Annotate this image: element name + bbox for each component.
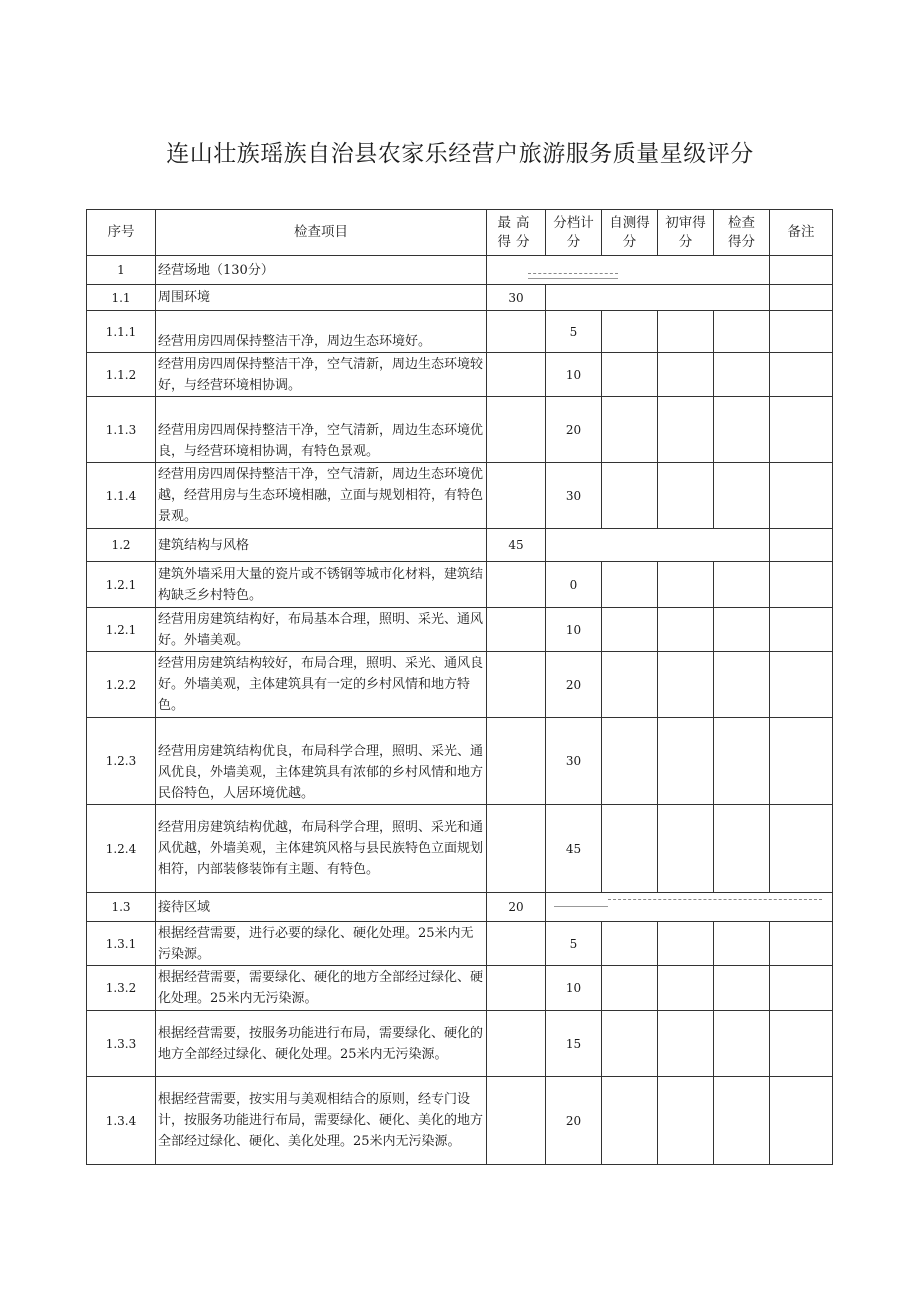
row-tier-score: 0 (546, 562, 602, 608)
row-prelim-score (658, 718, 714, 805)
row-check-score (714, 652, 770, 718)
header-check-score (714, 210, 770, 256)
row-check-score (714, 608, 770, 652)
header-item: 检查项目 (156, 210, 487, 256)
row-seq: 1.2.4 (87, 805, 156, 893)
row-remark (770, 562, 833, 608)
row-max-score (487, 1077, 546, 1165)
page-title: 连山壮族瑶族自治县农家乐经营户旅游服务质量星级评分 (166, 141, 754, 168)
row-check-score (714, 463, 770, 529)
header-tier-line2: 分 (566, 233, 581, 250)
row-seq: 1.3.2 (87, 966, 156, 1011)
row-tier-score: 5 (546, 311, 602, 353)
table-row (87, 1011, 833, 1077)
header-tier-line1: 分档计 (553, 214, 594, 231)
row-item: 接待区域 (156, 893, 487, 922)
row-remark (770, 353, 833, 397)
row-remark (770, 1077, 833, 1165)
row-max-score (487, 805, 546, 893)
row-scores-merged (546, 893, 833, 922)
table-row (87, 529, 833, 562)
row-seq: 1.2 (87, 529, 156, 562)
row-tier-score: 20 (546, 1077, 602, 1165)
row-seq: 1.2.1 (87, 608, 156, 652)
row-max-score: 45 (487, 529, 546, 562)
row-self-score (602, 311, 658, 353)
row-check-score (714, 1011, 770, 1077)
row-self-score (602, 463, 658, 529)
header-max-score (487, 210, 546, 256)
row-seq: 1.1 (87, 285, 156, 311)
row-remark (770, 463, 833, 529)
row-prelim-score (658, 805, 714, 893)
row-prelim-score (658, 1011, 714, 1077)
row-max-score (487, 397, 546, 463)
table-row (87, 1077, 833, 1165)
header-prelim-score (658, 210, 714, 256)
row-item: 建筑外墙采用大量的瓷片或不锈钢等城市化材料，建筑结构缺乏乡村特色。 (156, 562, 487, 608)
header-prelim-line2: 分 (678, 233, 693, 250)
row-seq: 1.2.3 (87, 718, 156, 805)
row-prelim-score (658, 311, 714, 353)
scoring-table (86, 209, 833, 1165)
row-max-score (487, 652, 546, 718)
row-max-score (487, 718, 546, 805)
row-remark (770, 718, 833, 805)
header-max-line1: 最高 (497, 214, 535, 231)
row-max-score (487, 1011, 546, 1077)
row-max-score: 30 (487, 285, 546, 311)
row-item: 经营用房建筑结构优越，布局科学合理，照明、采光和通风优越，外墙美观，主体建筑风格与县民族特色立面规划相符，内部装修装饰有主题、有特色。 (156, 805, 487, 893)
rule-line (554, 906, 608, 907)
row-seq: 1.3.4 (87, 1077, 156, 1165)
row-item: 经营用房四周保持整洁干净，空气清新，周边生态环境较好，与经营环境相协调。 (156, 353, 487, 397)
row-item: 建筑结构与风格 (156, 529, 487, 562)
table-row (87, 285, 833, 311)
row-seq: 1.3.1 (87, 922, 156, 966)
dashed-rule (608, 899, 822, 900)
table-row (87, 256, 833, 285)
row-scores-merged (546, 285, 770, 311)
row-tier-score: 10 (546, 966, 602, 1011)
row-check-score (714, 1077, 770, 1165)
row-scores-merged (546, 529, 770, 562)
row-prelim-score (658, 922, 714, 966)
row-check-score (714, 922, 770, 966)
row-tier-score: 15 (546, 1011, 602, 1077)
row-check-score (714, 397, 770, 463)
row-max-score (487, 562, 546, 608)
table-row (87, 311, 833, 353)
row-check-score (714, 311, 770, 353)
row-seq: 1.3 (87, 893, 156, 922)
row-max-score (487, 966, 546, 1011)
row-prelim-score (658, 397, 714, 463)
row-self-score (602, 1077, 658, 1165)
header-prelim-line1: 初审得 (665, 214, 706, 231)
row-item: 根据经营需要，按服务功能进行布局，需要绿化、硬化的地方全部经过绿化、硬化处理。25米内无污染源。 (156, 1011, 487, 1077)
header-seq: 序号 (87, 210, 156, 256)
row-max-score (487, 608, 546, 652)
row-self-score (602, 966, 658, 1011)
row-check-score (714, 805, 770, 893)
row-remark (770, 805, 833, 893)
row-self-score (602, 353, 658, 397)
row-self-score (602, 608, 658, 652)
row-remark (770, 1011, 833, 1077)
row-self-score (602, 652, 658, 718)
row-prelim-score (658, 463, 714, 529)
row-item: 经营用房四周保持整洁干净，空气清新，周边生态环境优越，经营用房与生态环境相融，立面与规划相符，有特色景观。 (156, 463, 487, 529)
row-self-score (602, 718, 658, 805)
header-check-line2: 得分 (728, 233, 755, 250)
table-row (87, 718, 833, 805)
rule-line (528, 278, 618, 279)
row-tier-score: 30 (546, 718, 602, 805)
row-scores-merged (487, 256, 770, 285)
row-self-score (602, 397, 658, 463)
header-self-line1: 自测得 (609, 214, 650, 231)
row-self-score (602, 562, 658, 608)
row-self-score (602, 1011, 658, 1077)
row-item: 根据经营需要，需要绿化、硬化的地方全部经过绿化、硬化处理。25米内无污染源。 (156, 966, 487, 1011)
row-item: 经营用房建筑结构好，布局基本合理，照明、采光、通风好。外墙美观。 (156, 608, 487, 652)
row-max-score (487, 311, 546, 353)
row-item: 经营用房四周保持整洁干净，周边生态环境好。 (156, 311, 487, 353)
row-prelim-score (658, 1077, 714, 1165)
table-row (87, 893, 833, 922)
row-seq: 1 (87, 256, 156, 285)
header-max-line2: 得分 (497, 233, 535, 250)
row-item: 周围环境 (156, 285, 487, 311)
row-remark (770, 529, 833, 562)
row-seq: 1.3.3 (87, 1011, 156, 1077)
header-tier-score (546, 210, 602, 256)
table-row (87, 608, 833, 652)
row-tier-score: 20 (546, 652, 602, 718)
row-seq: 1.2.1 (87, 562, 156, 608)
row-tier-score: 10 (546, 608, 602, 652)
row-item: 经营用房四周保持整洁干净，空气清新，周边生态环境优良，与经营环境相协调，有特色景观。 (156, 397, 487, 463)
row-item: 经营用房建筑结构优良，布局科学合理，照明、采光、通风优良，外墙美观，主体建筑具有浓郁的乡村风情和地方民俗特色，人居环境优越。 (156, 718, 487, 805)
row-remark (770, 397, 833, 463)
row-remark (770, 285, 833, 311)
row-item: 经营用房建筑结构较好，布局合理，照明、采光、通风良好。外墙美观，主体建筑具有一定的乡村风情和地方特色。 (156, 652, 487, 718)
table-row (87, 463, 833, 529)
table-row (87, 397, 833, 463)
row-self-score (602, 922, 658, 966)
row-prelim-score (658, 608, 714, 652)
row-seq: 1.1.3 (87, 397, 156, 463)
row-tier-score: 45 (546, 805, 602, 893)
row-tier-score: 10 (546, 353, 602, 397)
row-seq: 1.2.2 (87, 652, 156, 718)
row-seq: 1.1.2 (87, 353, 156, 397)
table-row (87, 652, 833, 718)
row-remark (770, 922, 833, 966)
row-tier-score: 20 (546, 397, 602, 463)
row-max-score (487, 463, 546, 529)
row-check-score (714, 718, 770, 805)
row-prelim-score (658, 562, 714, 608)
row-item: 经营场地（130分） (156, 256, 487, 285)
row-check-score (714, 966, 770, 1011)
header-self-score (602, 210, 658, 256)
dashed-rule (528, 273, 618, 274)
row-seq: 1.1.4 (87, 463, 156, 529)
row-remark (770, 966, 833, 1011)
row-check-score (714, 562, 770, 608)
table-row (87, 966, 833, 1011)
header-remark: 备注 (770, 210, 833, 256)
header-check-line1: 检查 (728, 214, 755, 231)
row-tier-score: 30 (546, 463, 602, 529)
row-tier-score: 5 (546, 922, 602, 966)
header-row (87, 210, 833, 256)
row-prelim-score (658, 652, 714, 718)
row-seq: 1.1.1 (87, 311, 156, 353)
row-prelim-score (658, 353, 714, 397)
row-max-score (487, 922, 546, 966)
row-item: 根据经营需要，按实用与美观相结合的原则，经专门设计，按服务功能进行布局，需要绿化、硬化、美化的地方全部经过绿化、硬化、美化处理。25米内无污染源。 (156, 1077, 487, 1165)
table-row (87, 562, 833, 608)
row-remark (770, 652, 833, 718)
table-row (87, 922, 833, 966)
header-self-line2: 分 (622, 233, 637, 250)
row-prelim-score (658, 966, 714, 1011)
row-remark (770, 608, 833, 652)
row-max-score (487, 353, 546, 397)
row-self-score (602, 805, 658, 893)
row-remark (770, 311, 833, 353)
table-row (87, 805, 833, 893)
row-remark (770, 256, 833, 285)
table-row (87, 353, 833, 397)
row-check-score (714, 353, 770, 397)
row-item: 根据经营需要，进行必要的绿化、硬化处理。25米内无污染源。 (156, 922, 487, 966)
row-max-score: 20 (487, 893, 546, 922)
